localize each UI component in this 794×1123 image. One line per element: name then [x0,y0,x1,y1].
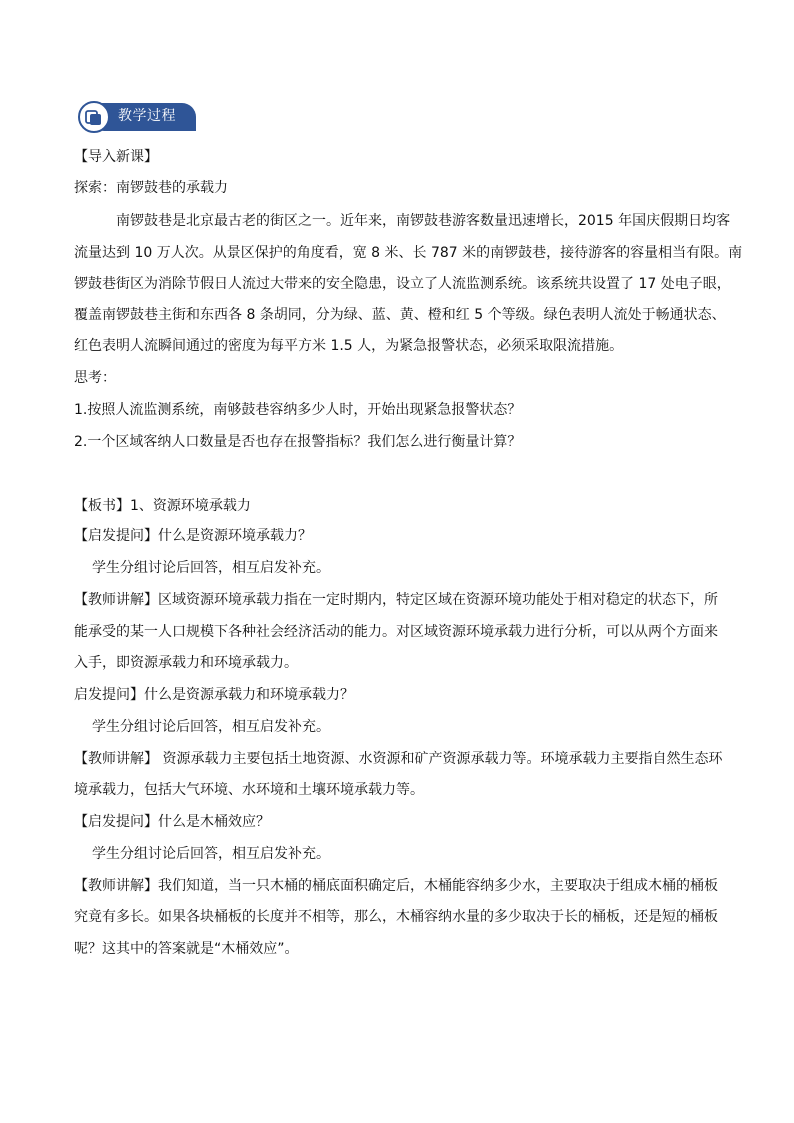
teacher-explanation: 究竟有多长。如果各块桶板的长度并不相等，那么，木桶容纳水量的多少取决于长的桶板，还是短的桶板 [74,909,718,925]
student-response: 学生分组讨论后回答，相互启发补充。 [92,560,330,576]
teacher-explanation: 【教师讲解】区域资源环境承载力指在一定时期内，特定区域在资源环境功能处于相对稳定的状态下，所 [74,592,718,608]
section-title: 教学过程 [118,108,176,124]
teacher-explanation: 能承受的某一人口规模下各种社会经济活动的能力。对区域资源环境承载力进行分析，可以从两个方面来 [74,624,718,640]
board-heading: 【板书】1、资源环境承载力 [74,498,251,514]
student-response: 学生分组讨论后回答，相互启发补充。 [92,846,330,862]
teacher-explanation: 呢？这其中的答案就是“木桶效应”。 [74,941,299,957]
paragraph-line: 红色表明人流瞬间通过的密度为每平方米 1.5 人，为紧急报警状态，必须采取限流措施。 [74,338,624,354]
paragraph-line: 流量达到 10 万人次。从景区保护的角度看，宽 8 米、长 787 米的南锣鼓巷，接待游客的容量相当有限。南 [74,245,743,261]
think-label: 思考： [74,370,116,386]
prompt-question: 【启发提问】什么是木桶效应？ [74,814,270,830]
explore-line: 探索：南锣鼓巷的承载力 [74,180,228,196]
teacher-explanation: 【教师讲解】我们知道，当一只木桶的桶底面积确定后，木桶能容纳多少水，主要取决于组成木桶的桶板 [74,878,718,894]
paragraph-line: 覆盖南锣鼓巷主街和东西各 8 条胡同，分为绿、蓝、黄、橙和红 5 个等级。绿色表明人流处于畅通状态、 [74,307,726,323]
document-icon [78,101,110,133]
question-1: 1.按照人流监测系统，南够鼓巷容纳多少人时，开始出现紧急报警状态？ [74,402,522,418]
paragraph-line: 南锣鼓巷是北京最古老的街区之一。近年来，南锣鼓巷游客数量迅速增长，2015 年国庆假期日均客 [116,213,731,229]
student-response: 学生分组讨论后回答，相互启发补充。 [92,719,330,735]
prompt-question: 【启发提问】什么是资源环境承载力？ [74,528,312,544]
teacher-explanation: 【教师讲解】 资源承载力主要包括土地资源、水资源和矿产资源承载力等。环境承载力主要指自然生态环 [74,751,723,767]
paragraph-line: 锣鼓巷街区为消除节假日人流过大带来的安全隐患，设立了人流监测系统。该系统共设置了 17 处电子眼， [74,276,731,292]
teacher-explanation: 境承载力，包括大气环境、水环境和土壤环境承载力等。 [74,782,424,798]
teacher-explanation: 入手，即资源承载力和环境承载力。 [74,655,298,671]
question-2: 2.一个区域客纳人口数量是否也存在报警指标？我们怎么进行衡量计算？ [74,434,522,450]
section-header-badge [78,101,198,133]
heading-intro: 【导入新课】 [74,149,158,165]
prompt-question: 启发提问】什么是资源承载力和环境承载力？ [74,687,354,703]
